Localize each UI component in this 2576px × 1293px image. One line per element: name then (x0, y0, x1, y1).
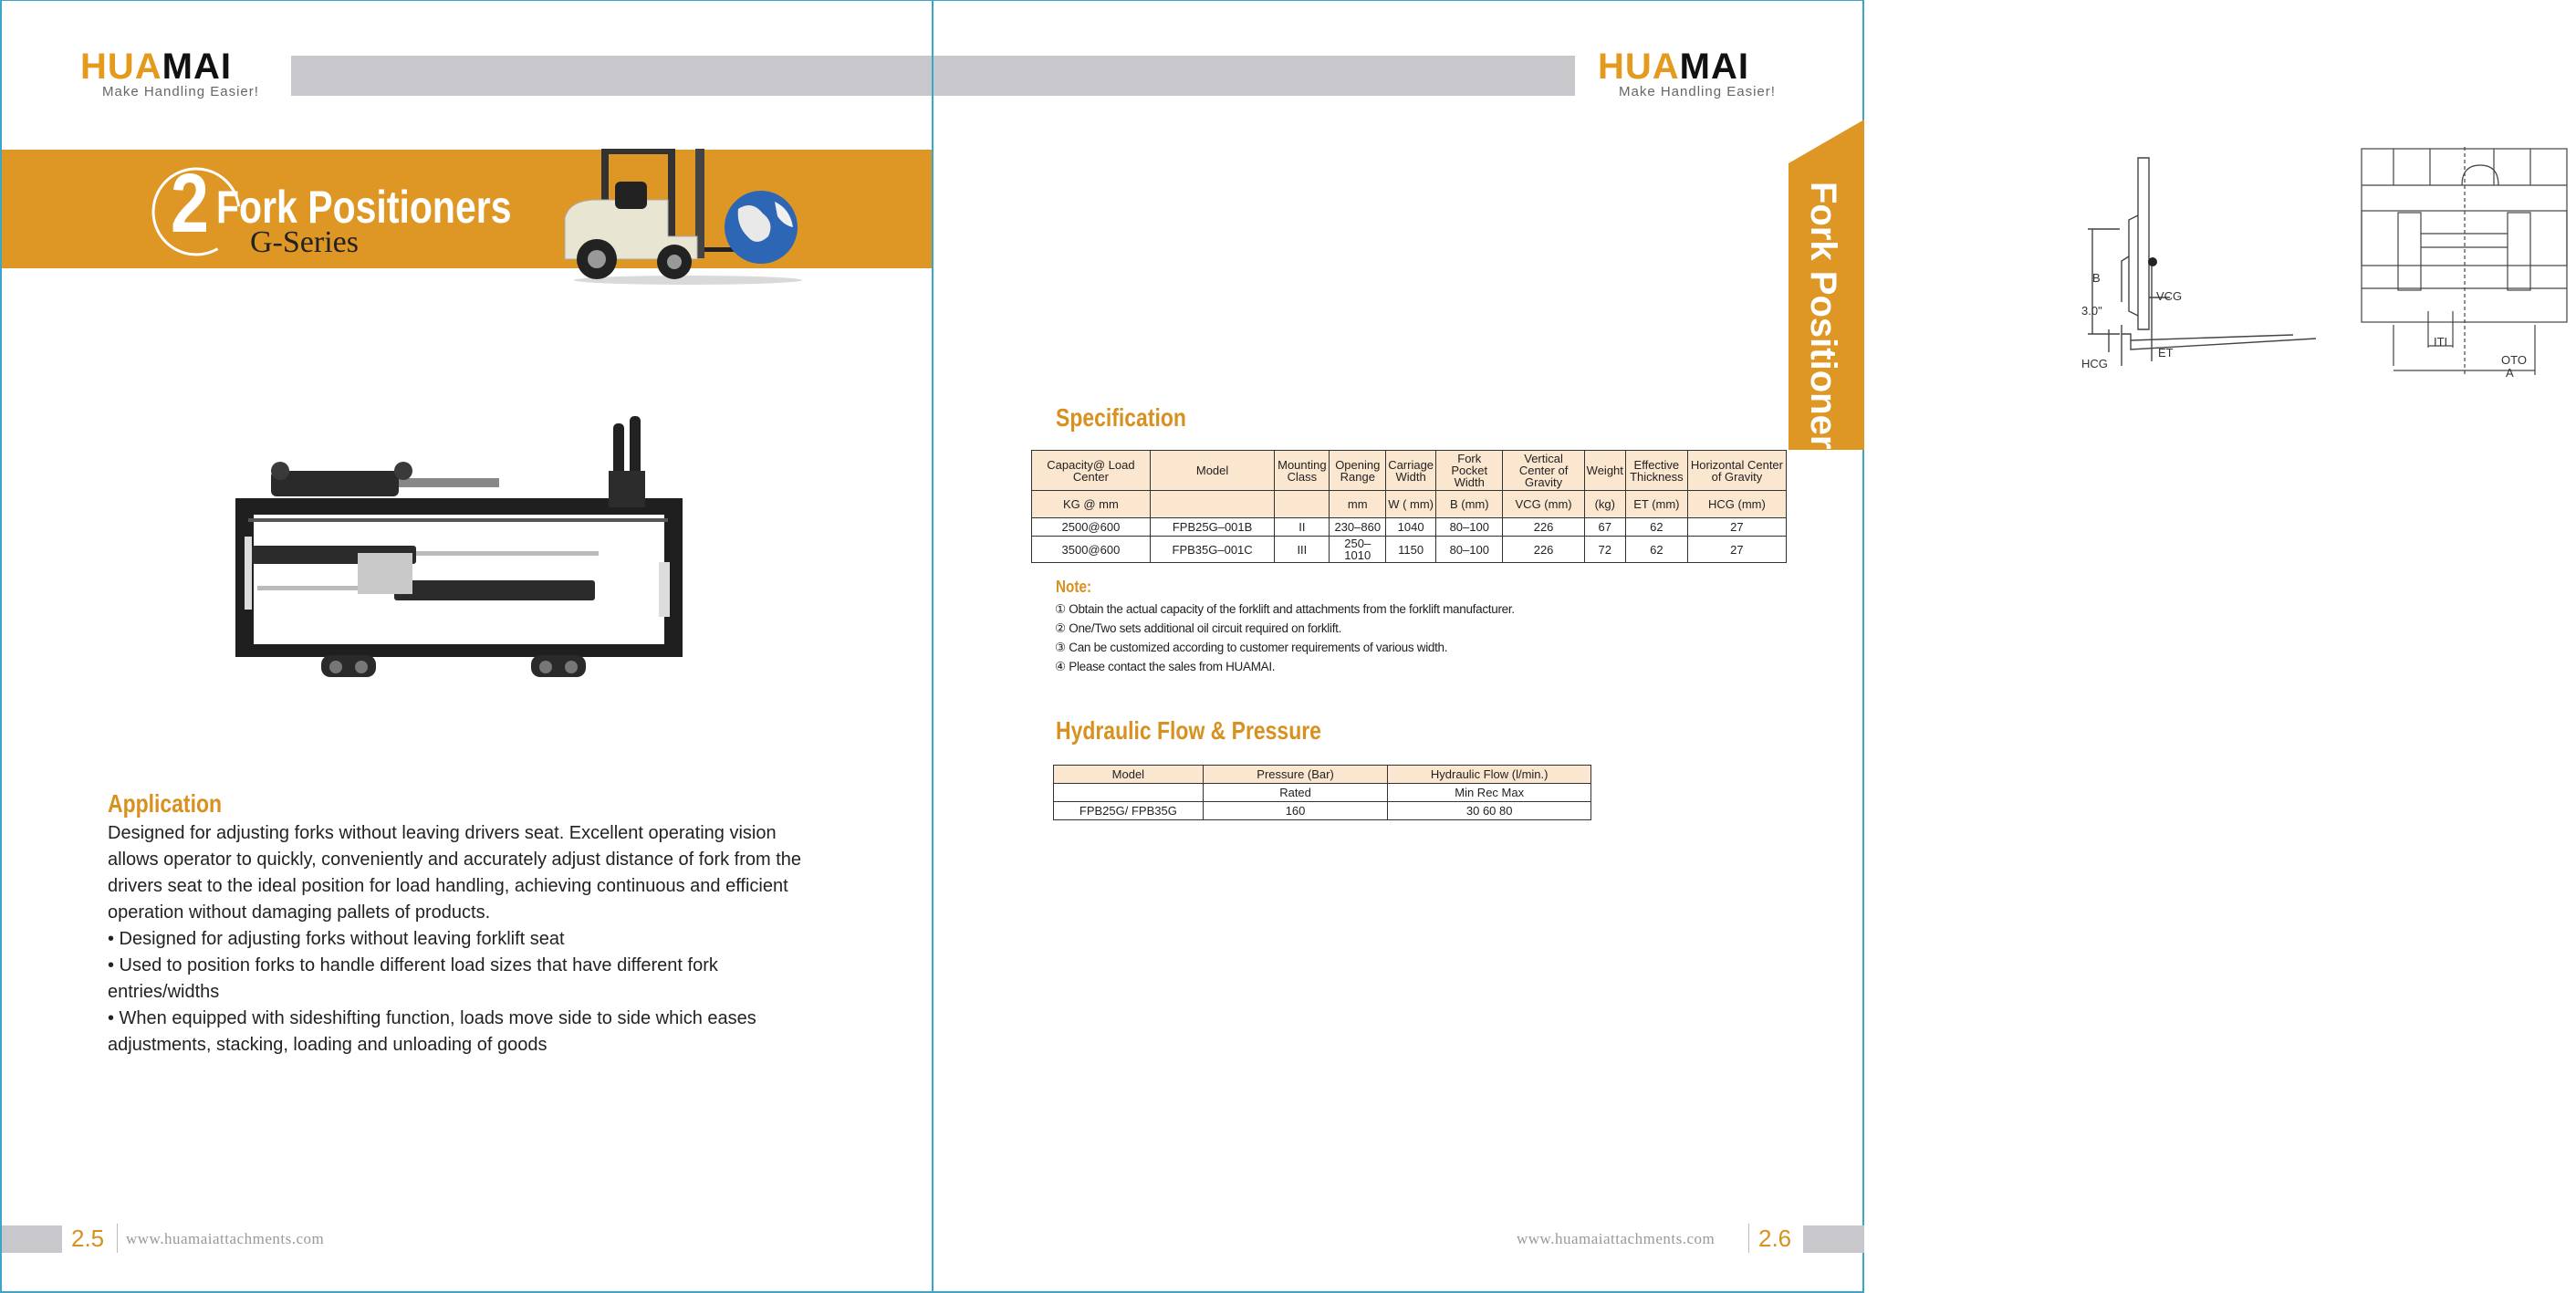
page-number-right: 2.6 (1758, 1225, 1792, 1252)
application-bullet: • Designed for adjusting forks without leaving forklift seat (108, 929, 565, 949)
table-cell: 226 (1503, 537, 1584, 563)
table-cell: 80–100 (1436, 537, 1503, 563)
footer-bar-left (2, 1225, 62, 1253)
spec-header-cell: Vertical Center of Gravity (1503, 451, 1584, 491)
hydraulic-heading: Hydraulic Flow & Pressure (1056, 716, 1321, 745)
chapter-number: 2 (171, 157, 209, 250)
table-cell: 250–1010 (1330, 537, 1386, 563)
dim-label-3in: 3.0" (2081, 304, 2102, 318)
banner-series: G-Series (250, 225, 359, 259)
table-row (1032, 518, 1787, 537)
note-heading: Note: (1056, 578, 1092, 596)
table-cell: 27 (1687, 518, 1786, 537)
table-cell: 226 (1503, 518, 1584, 537)
specification-table (1031, 450, 1787, 563)
table-cell: 2500@600 (1032, 518, 1151, 537)
page-number-left: 2.5 (71, 1225, 105, 1252)
fork-positioner-product-image (230, 416, 686, 690)
table-cell: 1040 (1386, 518, 1436, 537)
spec-header-cell: Capacity@ Load Center (1032, 451, 1151, 491)
forklift-globe-illustration (560, 145, 807, 282)
table-cell: III (1275, 537, 1330, 563)
specification-heading: Specification (1056, 403, 1186, 432)
front-view-diagram (2357, 147, 2576, 380)
side-view-diagram (2065, 147, 2330, 375)
spec-header-cell: Opening Range (1330, 451, 1386, 491)
dim-label-hcg: HCG (2081, 357, 2108, 370)
hydraulic-subheader-cell: Min Rec Max (1388, 784, 1591, 802)
right-page (932, 0, 2527, 1293)
table-cell: FPB25G–001B (1150, 518, 1275, 537)
note-list (1055, 600, 1694, 676)
application-heading: Application (108, 789, 223, 818)
table-cell: 72 (1584, 537, 1625, 563)
note-item: ② One/Two sets additional oil circuit required on forklift. (1055, 621, 1342, 635)
application-bullet: • When equipped with sideshifting function, loads move side to side which eases adjustments, stacking, loading and unloading of goods (108, 1008, 756, 1055)
table-row (1032, 537, 1787, 563)
footer-url-right[interactable]: www.huamaiattachments.com (1517, 1230, 1716, 1247)
spec-unit-cell: ET (mm) (1625, 491, 1687, 518)
table-cell: 62 (1625, 537, 1687, 563)
table-cell: 62 (1625, 518, 1687, 537)
banner-title: Fork Positioners (216, 182, 512, 233)
table-cell: 160 (1203, 802, 1388, 820)
logo: HUAMAI (1598, 47, 1749, 87)
spec-header-cell: Mounting Class (1275, 451, 1330, 491)
spec-header-cell: Weight (1584, 451, 1625, 491)
dim-label-oto: OTO (2501, 353, 2527, 367)
logo-tagline: Make Handling Easier! (1619, 84, 1776, 99)
note-item: ④ Please contact the sales from HUAMAI. (1055, 660, 1276, 673)
dim-label-et: ET (2158, 346, 2174, 360)
spec-header-cell: Carriage Width (1386, 451, 1436, 491)
spec-unit-cell: mm (1330, 491, 1386, 518)
spec-unit-cell: HCG (mm) (1687, 491, 1786, 518)
logo: HUAMAI (80, 47, 232, 87)
logo-tagline: Make Handling Easier! (102, 84, 259, 99)
spec-unit-cell: W ( mm) (1386, 491, 1436, 518)
table-cell: 230–860 (1330, 518, 1386, 537)
table-cell: 27 (1687, 537, 1786, 563)
hydraulic-header-cell: Pressure (Bar) (1203, 766, 1388, 784)
spec-header-row (1032, 451, 1787, 491)
spec-unit-cell: (kg) (1584, 491, 1625, 518)
spec-unit-cell: B (mm) (1436, 491, 1503, 518)
hydraulic-table (1053, 765, 1591, 820)
hydraulic-header-row (1054, 766, 1591, 784)
table-row (1054, 802, 1591, 820)
note-item: ③ Can be customized according to customer requirements of various width. (1055, 641, 1448, 654)
side-tab-label: Fork Positioners (1803, 182, 1843, 470)
dim-label-b: B (2092, 271, 2101, 285)
hydraulic-header-cell: Hydraulic Flow (l/min.) (1388, 766, 1591, 784)
header-bar (933, 56, 1575, 96)
footer-bar-right (1803, 1225, 1864, 1253)
spec-unit-cell: KG @ mm (1032, 491, 1151, 518)
table-cell: 3500@600 (1032, 537, 1151, 563)
application-bullet: • Used to position forks to handle different load sizes that have different fork entries/widths (108, 955, 718, 1002)
spec-header-cell: Horizontal Center of Gravity (1687, 451, 1786, 491)
hydraulic-subheader-cell: Rated (1203, 784, 1388, 802)
hydraulic-header-cell: Model (1054, 766, 1204, 784)
table-cell: FPB35G–001C (1150, 537, 1275, 563)
table-cell: II (1275, 518, 1330, 537)
spec-header-cell: Fork Pocket Width (1436, 451, 1503, 491)
table-cell: 80–100 (1436, 518, 1503, 537)
application-paragraph: Designed for adjusting forks without leaving drivers seat. Excellent operating vision allows operator to quickly, conveniently and accurately adjust distance of fork from the drivers seat to the ideal position for load handling, achieving continuous and efficient operation without damaging pallets of products. (108, 823, 802, 923)
spec-unit-row (1032, 491, 1787, 518)
dim-label-a: A (2506, 366, 2514, 380)
application-text (108, 820, 829, 1058)
spec-header-cell: Model (1150, 451, 1275, 491)
table-cell: 30 60 80 (1388, 802, 1591, 820)
table-cell: 1150 (1386, 537, 1436, 563)
spec-unit-cell: VCG (mm) (1503, 491, 1584, 518)
footer-divider-left (117, 1224, 118, 1253)
footer-divider-right (1748, 1224, 1749, 1253)
spec-header-cell: Effective Thickness (1625, 451, 1687, 491)
table-cell: FPB25G/ FPB35G (1054, 802, 1204, 820)
left-page (0, 0, 932, 1293)
dim-label-iti: ITI (2434, 335, 2448, 349)
note-item: ① Obtain the actual capacity of the forklift and attachments from the forklift manufacturer. (1055, 602, 1515, 616)
header-bar (291, 56, 933, 96)
footer-url-left[interactable]: www.huamaiattachments.com (126, 1230, 325, 1247)
hydraulic-subheader-row (1054, 784, 1591, 802)
hydraulic-subheader-cell (1054, 784, 1204, 802)
dim-label-vcg: VCG (2156, 289, 2183, 303)
spec-unit-cell (1150, 491, 1275, 518)
spec-unit-cell (1275, 491, 1330, 518)
table-cell: 67 (1584, 518, 1625, 537)
